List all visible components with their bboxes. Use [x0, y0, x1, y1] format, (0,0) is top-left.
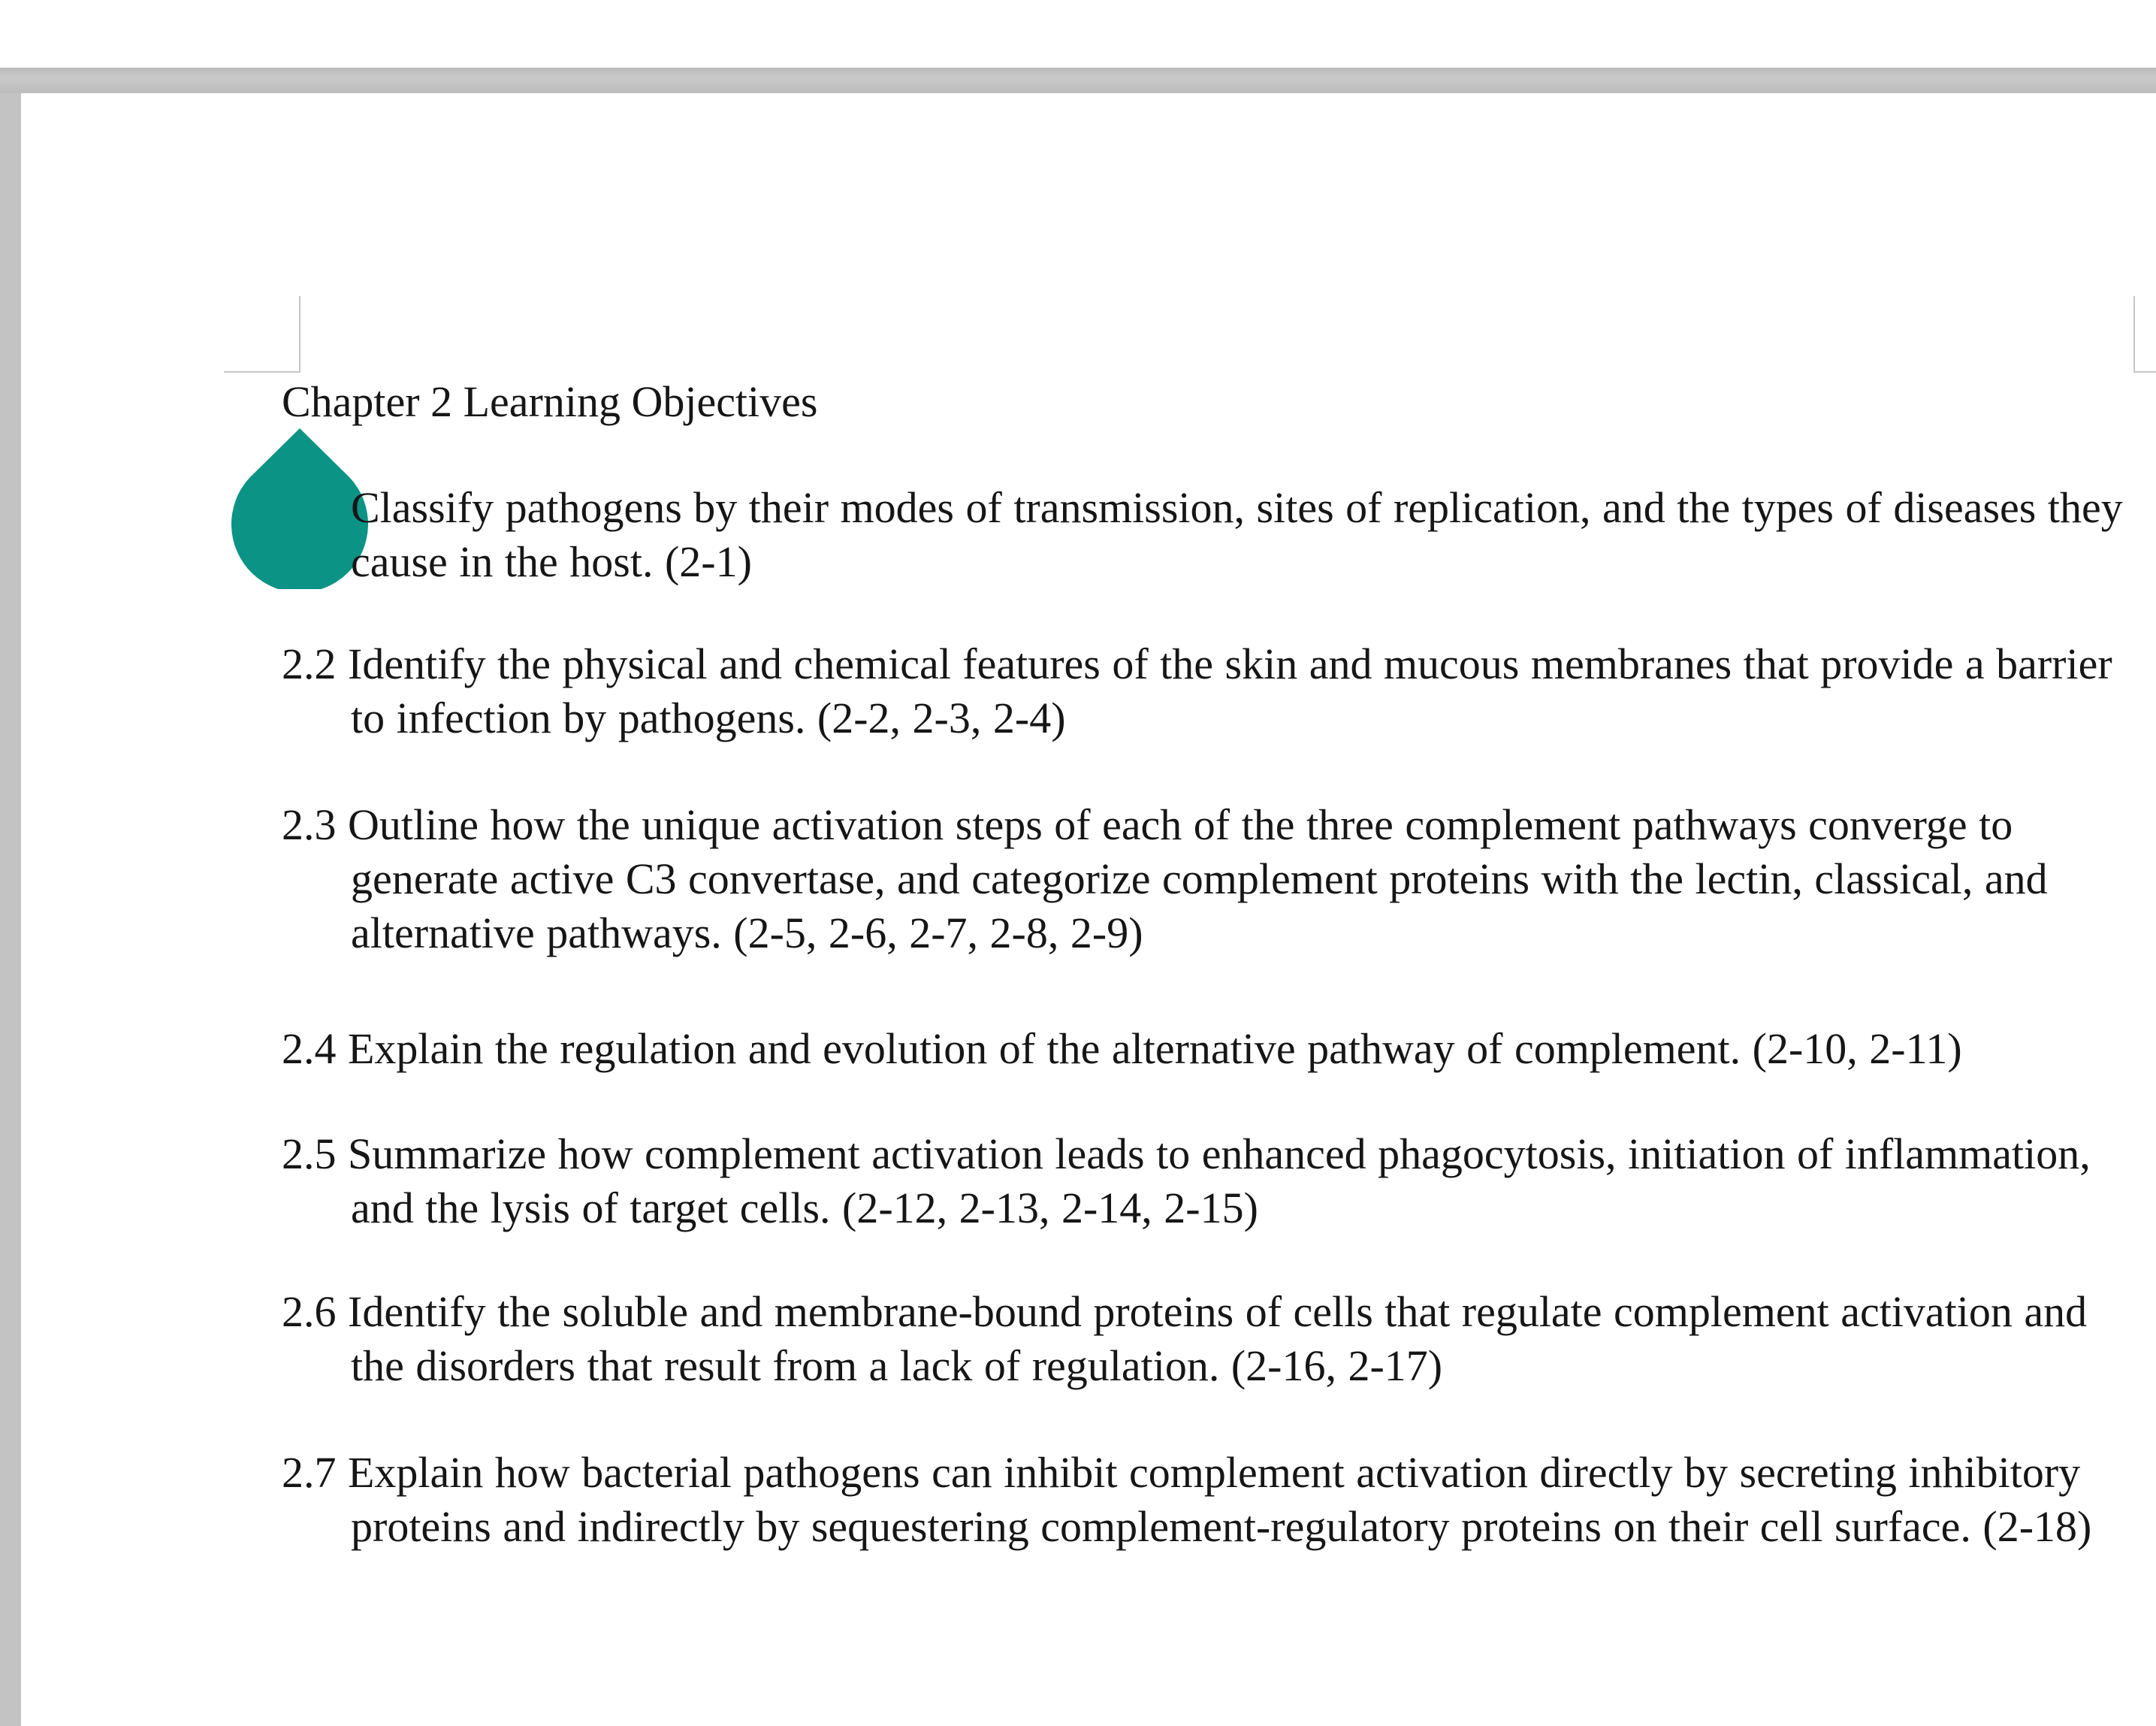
objective-item[interactable]: [282, 1127, 2145, 1235]
objective-item[interactable]: [282, 1285, 2145, 1393]
window-top-area: [0, 0, 2156, 68]
objective-number: 2.2: [282, 639, 337, 688]
objective-number: 2.5: [282, 1129, 337, 1178]
objective-number: 2.3: [282, 800, 337, 849]
objective-number: 2.4: [282, 1024, 337, 1073]
objective-text: Identify the soluble and membrane-bound proteins of cells that regulate complement activation and the disorders that result from a lack of regulation. (2-16, 2-17): [348, 1287, 2088, 1390]
objective-text: Identify the physical and chemical features of the skin and mucous membranes that provide a barrier to infection by pathogens. (2-2, 2-3, 2-4): [348, 639, 2112, 742]
objective-item[interactable]: [282, 637, 2145, 745]
document-title[interactable]: Chapter 2 Learning Objectives: [282, 377, 818, 426]
objective-item[interactable]: [282, 1446, 2145, 1554]
objective-text: Classify pathogens by their modes of transmission, sites of replication, and the types of diseases they cause in the host. (2-1): [351, 483, 2123, 586]
objective-item[interactable]: [282, 481, 2145, 589]
objective-text: Outline how the unique activation steps of each of the three complement pathways converge to generate active C3 convertase, and categorize complement proteins with the lectin, classical, and alternative pathways. (2-5, 2-6, 2-7, 2-8, 2-9): [348, 800, 2048, 957]
crop-mark-top-right: [2133, 296, 2156, 373]
page-top-edge: [0, 68, 2156, 93]
objective-text: Explain the regulation and evolution of the alternative pathway of complement. (2-10, 2-11): [348, 1024, 1962, 1073]
objective-text: Summarize how complement activation leads to enhanced phagocytosis, initiation of inflammation, and the lysis of target cells. (2-12, 2-13, 2-14, 2-15): [348, 1129, 2091, 1232]
objective-item[interactable]: [282, 798, 2145, 960]
page-left-edge: [0, 93, 21, 1726]
objective-text: Explain how bacterial pathogens can inhibit complement activation directly by secreting inhibitory proteins and indirectly by sequestering complement-regulatory proteins on their cell surface. (2-18): [348, 1448, 2092, 1551]
objective-item[interactable]: [282, 1022, 2145, 1076]
objective-number: 2.6: [282, 1287, 337, 1336]
objective-number: 2.7: [282, 1448, 337, 1497]
crop-mark-top-left: [224, 296, 300, 373]
